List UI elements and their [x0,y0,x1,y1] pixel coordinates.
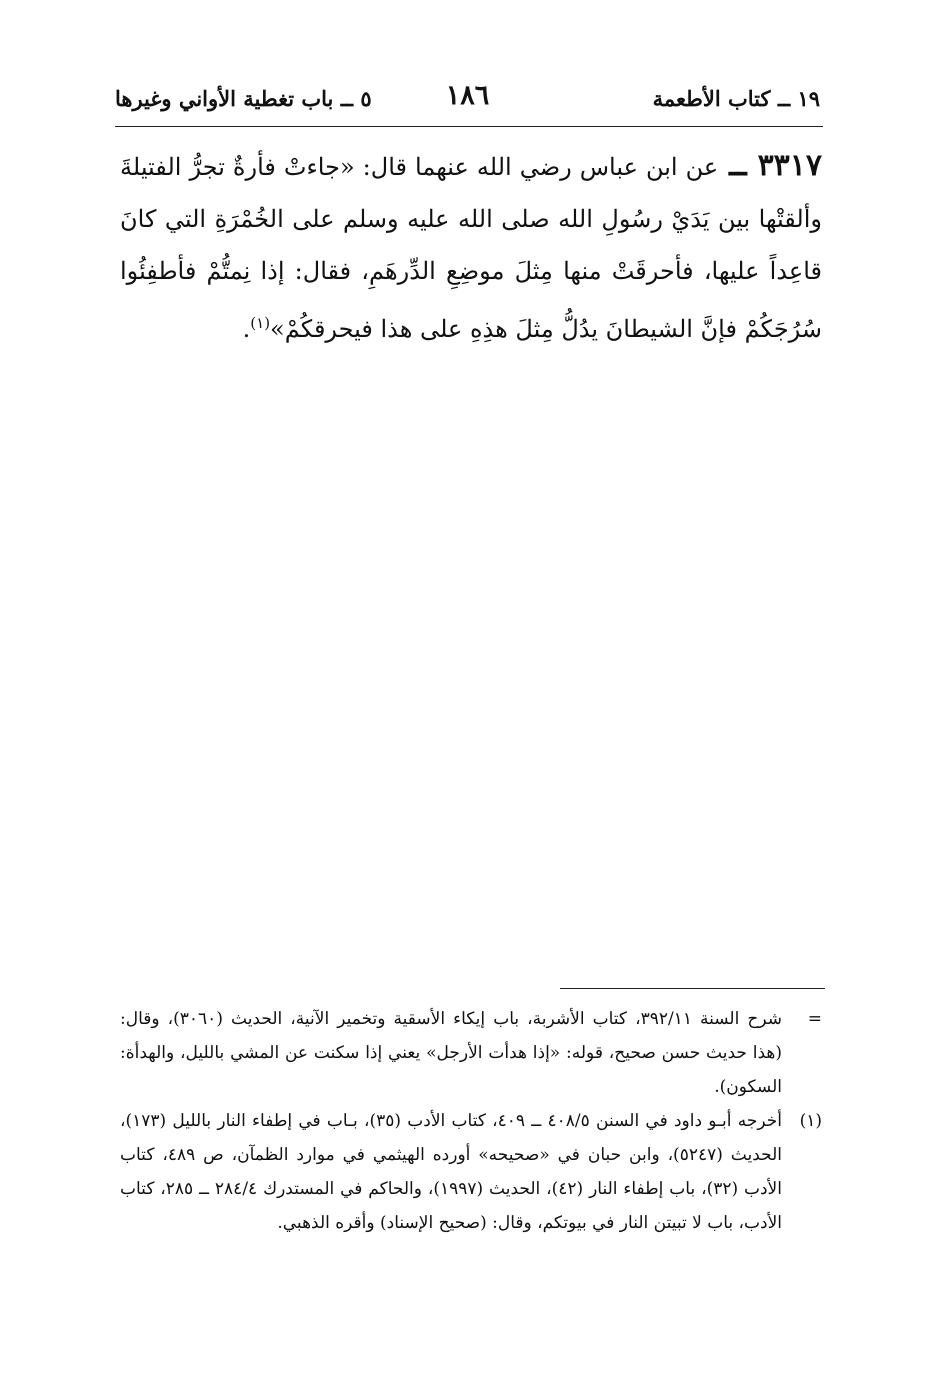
hadith-body: عن ابن عباس رضي الله عنهما قال: «جاءتْ فأرةٌ تجرُّ الفتيلةَ وألقتْها بين يَدَيْ رسُولِ الله صلى الله عليه وسلم على الخُمْرَةِ التي كانَ قاعِداً عليها، فأحرقَتْ منها مِثلَ موضِعِ الدِّرهَمِ، فقال: إذا نِمتُّمْ فأطفِئُوا سُرُجَكُمْ فإنَّ الشيطانَ يدُلُّ مِثلَ هذِهِ على هذا فيحرقكُمْ» [120,153,822,343]
footnote-marker: (١) [799,1111,822,1131]
running-head [115,78,820,122]
hadith-end: . [242,315,251,343]
footnote-ref: (١) [250,314,271,332]
footnote-continuation [120,1002,822,1104]
footnote-1 [120,1104,822,1240]
footnotes [120,1002,822,1240]
footnote-text: شرح السنة ٣٩٢/١١، كتاب الأشربة، باب إيكاء الأسقية وتخمير الآنية، الحديث (٣٠٦٠)، وقال: (هذا حديث حسن صحيح، قوله: «إذا هدأت الأرجل» يعني إذا سكنت عن المشي بالليل، والهدأة: السكون). [120,1009,782,1097]
footnote-text: أخرجه أبـو داود في السنن ٤٠٨/٥ ــ ٤٠٩، كتاب الأدب (٣٥)، بـاب في إطفاء النار بالليل (١٧٣)، الحديث (٥٢٤٧)، وابن حبان في «صحيحه» أورده الهيثمي في موارد الظمآن، ص ٤٨٩، كتاب الأدب (٣٢)، باب إطفاء النار (٤٢)، الحديث (١٩٩٧)، والحاكم في المستدرك ٢٨٤/٤ ــ ٢٨٥، كتاب الأدب، باب لا تبيتن النار في بيوتكم، وقال: (صحيح الإسناد) وأقره الذهبي. [120,1111,782,1233]
section-title: ٥ ــ باب تغطية الأواني وغيرها [115,86,372,111]
chapter-title: ١٩ ــ كتاب الأطعمة [652,86,820,111]
footnote-rule [560,988,825,989]
footnote-marker: = [807,1009,822,1029]
header-rule [115,126,823,127]
hadith-number: ٣٣١٧ [757,148,823,183]
hadith-dash: ــ [718,148,758,183]
hadith-text [120,140,822,355]
page-number: ١٨٦ [445,80,490,111]
